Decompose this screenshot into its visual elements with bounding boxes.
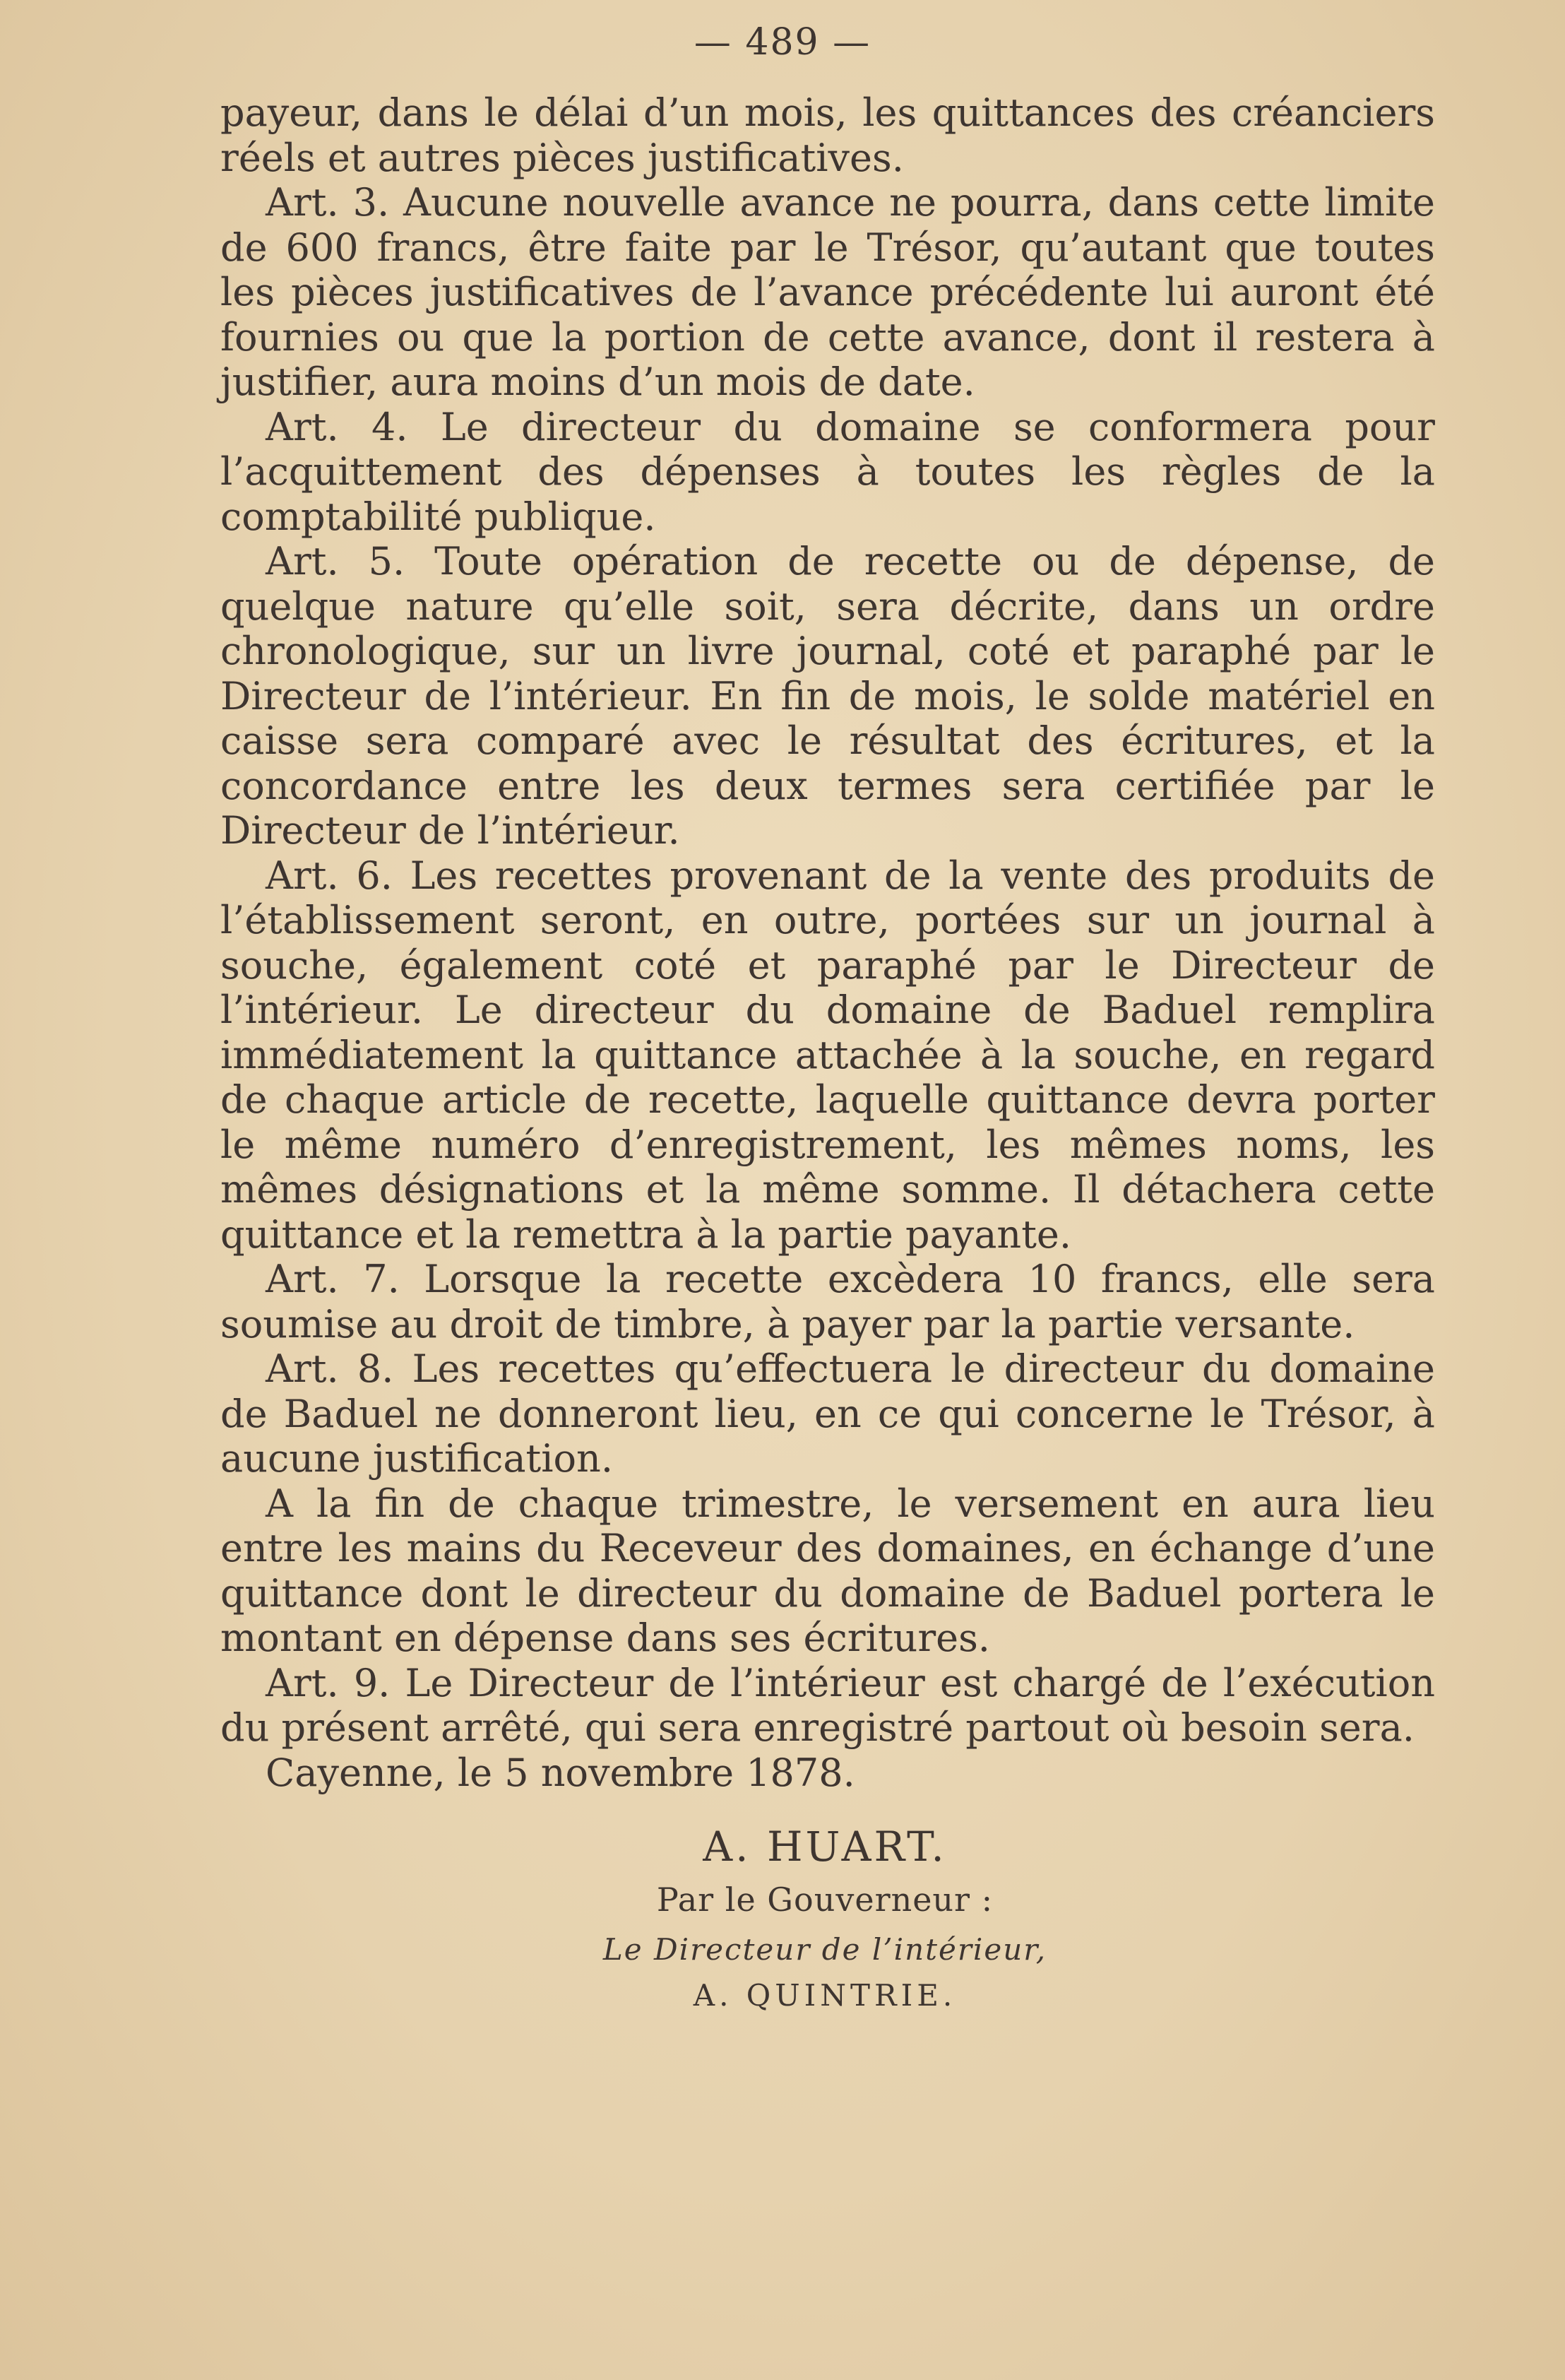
paragraph-art-4: Art. 4. Le directeur du domaine se conformera pour l’acquittement des dépenses à toutes les règles de la comptabilité publique. <box>220 404 1435 539</box>
date-line: Cayenne, le 5 novembre 1878. <box>266 1750 855 1795</box>
paragraph-art-8: Art. 8. Les recettes qu’effectuera le directeur du domaine de Baduel ne donneront lieu, en ce qui concerne le Trésor, à aucune justification. <box>220 1346 1435 1481</box>
signature-countersign: A. QUINTRIE. <box>693 1978 957 2013</box>
paragraph-art-3: Art. 3. Aucune nouvelle avance ne pourra, dans cette limite de 600 francs, être faite par le Trésor, qu’autant que toutes les pièces justificatives de l’avance précédente lui auront été fournies ou que la portion de cette avance, dont il restera à justifier, aura moins d’un mois de date. <box>220 180 1435 404</box>
paragraph-art-9: Art. 9. Le Directeur de l’intérieur est chargé de l’exécution du présent arrêté, qui sera enregistré partout où besoin sera. <box>220 1660 1435 1750</box>
paragraph-art-8-cont: A la fin de chaque trimestre, le versement en aura lieu entre les mains du Receveur des domaines, en échange d’une quittance dont le directeur du domaine de Baduel portera le montant en dépense dans ses écritures. <box>220 1481 1435 1660</box>
paragraph-art-6: Art. 6. Les recettes provenant de la vente des produits de l’établissement seront, en outre, portées sur un journal à souche, également coté et paraphé par le Directeur de l’intérieur. Le directeur du domaine de Baduel remplira immédiatement la quittance attachée à la souche, en regard de chaque article de recette, laquelle quittance devra porter le même numéro d’enregistrement, les mêmes noms, les mêmes désignations et la même somme. Il détachera cette quittance et la remettra à la partie payante. <box>220 853 1435 1257</box>
body-text <box>220 90 1435 1795</box>
paragraph-art-5: Art. 5. Toute opération de recette ou de dépense, de quelque nature qu’elle soit, sera décrite, dans un ordre chronologique, sur un livre journal, coté et paraphé par le Directeur de l’intérieur. En fin de mois, le solde matériel en caisse sera comparé avec le résultat des écritures, et la concordance entre les deux termes sera certifiée par le Directeur de l’intérieur. <box>220 539 1435 853</box>
page-number: — 489 — <box>694 21 871 64</box>
paragraph-continuation: payeur, dans le délai d’un mois, les quittances des créanciers réels et autres pièces justificatives. <box>220 90 1435 180</box>
signature-by: Par le Gouverneur : <box>656 1881 994 1919</box>
signature-title: Le Directeur de l’intérieur, <box>602 1932 1047 1967</box>
signature-name: A. HUART. <box>703 1823 947 1871</box>
paragraph-art-7: Art. 7. Lorsque la recette excèdera 10 francs, elle sera soumise au droit de timbre, à payer par la partie versante. <box>220 1257 1435 1346</box>
